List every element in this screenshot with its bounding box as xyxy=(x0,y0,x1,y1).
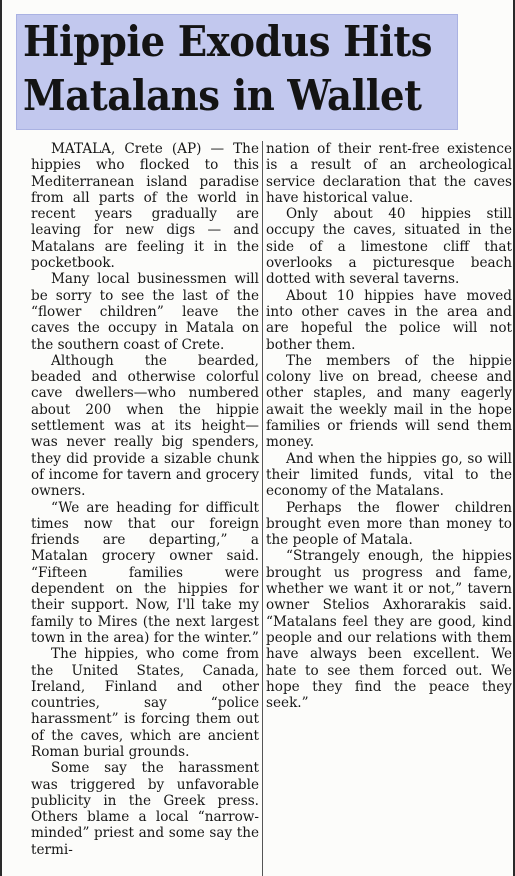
paragraph: Perhaps the flower children brought even more than money to the people of Matala. xyxy=(266,499,512,549)
paragraph: Although the bearded, beaded and otherwise colorful cave dwellers—who numbered about 200 when the hippie settlement was at its height—was never really big spenders, they did provide a sizable chunk of income for tavern and grocery owners. xyxy=(31,352,259,500)
paragraph: The hippies, who come from the United States, Canada, Ireland, Finland and other countries, say “police harassment” is forcing them out of the caves, which are ancient Roman burial grounds. xyxy=(31,646,259,760)
paragraph-dateline: MATALA, Crete (AP) — The hippies who flocked to this Mediterranean island paradise from all parts of the world in recent years gradually are leaving for new digs — and Matalans are feeling it in the pocketbook. xyxy=(31,141,259,272)
headline-highlight xyxy=(16,14,458,130)
article-column-right xyxy=(266,141,512,711)
page-edge-left xyxy=(0,0,2,876)
paragraph: Some say the harassment was triggered by unfavorable publicity in the Greek press. Others blame a local “narrow-minded” priest and some say the termi- xyxy=(31,760,259,858)
paragraph: “Strangely enough, the hippies brought us progress and fame, whether we want it or not,” tavern owner Stelios Axhorarakis said. “Matalans feel they are good, kind people and our relations with them have always been excellent. We hate to see them forced out. We hope they find the peace they seek.” xyxy=(266,548,512,712)
paragraph-continuation: nation of their rent-free existence is a result of an archeological service declaration that the caves have historical value. xyxy=(266,141,512,206)
paragraph: And when the hippies go, so will their limited funds, vital to the economy of the Matalans. xyxy=(266,450,512,500)
paragraph: Many local businessmen will be sorry to see the last of the “flower children” leave the caves the occupy in Matala on the southern coast of Crete. xyxy=(31,271,259,353)
headline-line-2: Matalans in Wallet xyxy=(23,71,422,120)
article-column-left xyxy=(31,141,259,858)
paragraph: About 10 hippies have moved into other caves in the area and are hopeful the police will not bother them. xyxy=(266,287,512,353)
paragraph: Only about 40 hippies still occupy the caves, situated in the side of a limestone cliff that overlooks a picturesque beach dotted with several taverns. xyxy=(266,206,512,288)
column-rule xyxy=(262,141,263,876)
paragraph: “We are heading for difficult times now that our foreign friends are departing,” a Matalan grocery owner said. “Fifteen families were dependent on the hippies for their support. Now, I'll take my family to Mires (the next largest town in the area) for the winter.” xyxy=(31,499,259,646)
headline-line-1: Hippie Exodus Hits xyxy=(23,17,433,66)
paragraph: The members of the hippie colony live on bread, cheese and other staples, and many eagerly await the weekly mail in the hope families or friends will send them money. xyxy=(266,352,512,451)
